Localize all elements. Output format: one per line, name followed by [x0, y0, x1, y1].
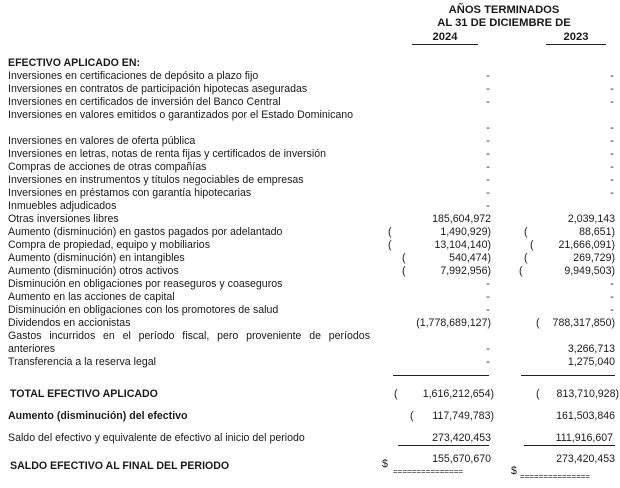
- table-row: [0, 291, 620, 304]
- saldo-final-2024-currency: $: [382, 458, 388, 470]
- table-row: [0, 200, 620, 213]
- value-2024: -: [486, 83, 490, 95]
- subtotal-rule-2024: [393, 375, 489, 376]
- table-row: [0, 148, 620, 161]
- header-title-line1: AÑOS TERMINADOS: [448, 4, 560, 16]
- row-label: Aumento (disminución) en intangibles: [8, 252, 185, 264]
- value-2024: -: [486, 174, 490, 186]
- row-label: Inversiones en certificaciones de depósito a plazo fijo: [8, 70, 259, 82]
- value-2024: -: [486, 291, 490, 303]
- value-2023-paren: (: [530, 239, 534, 251]
- total-aplicado-row: [0, 388, 620, 401]
- table-row: [0, 161, 620, 174]
- total-aplicado-2023-paren: (: [536, 388, 540, 400]
- row-label: Aumento (disminución) otros activos: [8, 265, 179, 277]
- value-2024: -: [486, 187, 490, 199]
- saldo-final-2024-double-rule: ===============: [393, 468, 464, 476]
- value-2024-paren: (: [388, 239, 392, 251]
- table-row: [0, 96, 620, 109]
- value-2024: -: [486, 96, 490, 108]
- value-2024: -: [486, 161, 490, 173]
- value-2024: 13,104,140): [434, 239, 491, 251]
- table-row: [0, 317, 620, 330]
- value-2024-paren: (: [402, 252, 406, 264]
- table-row: [0, 187, 620, 200]
- aumento-efectivo-2024: 117,749,783): [432, 410, 494, 422]
- total-aplicado-2024: 1,616,212,654): [422, 388, 494, 400]
- row-label: Inversiones en contratos de participación hipotecas aseguradas: [8, 83, 308, 95]
- total-aplicado-2023: 813,710,928): [556, 388, 619, 400]
- value-2024: -: [486, 278, 490, 290]
- saldo-final-2023: 273,420,453: [556, 453, 615, 465]
- value-2023-paren: (: [524, 226, 528, 238]
- row-label: Gastos incurridos en el período fiscal, pero proveniente de períodos anteriores: [8, 330, 370, 355]
- row-label: Inversiones en letras, notas de renta fijas y certificados de inversión: [8, 148, 326, 160]
- value-2023: 1,275,040: [567, 356, 615, 368]
- table-row: [0, 226, 620, 239]
- value-2024: -: [486, 343, 490, 355]
- value-2024: -: [486, 122, 490, 134]
- saldo-final-2023-currency: $: [511, 465, 517, 477]
- table-row: [0, 213, 620, 226]
- total-aplicado-2024-paren: (: [394, 388, 398, 400]
- value-2023: -: [610, 291, 614, 303]
- saldo-inicio-rule-2024: [398, 445, 489, 446]
- value-2023: 788,317,850): [552, 317, 615, 329]
- saldo-inicio-2024: 273,420,453: [432, 432, 491, 444]
- value-2023: 88,651): [579, 226, 615, 238]
- aumento-efectivo-2023: 161,503,846: [556, 410, 615, 422]
- saldo-final-label: SALDO EFECTIVO AL FINAL DEL PERIODO: [10, 460, 230, 472]
- value-2023-paren: (: [536, 317, 540, 329]
- value-2024: 7,992,956): [440, 265, 491, 277]
- value-2023: -: [610, 278, 614, 290]
- value-2024-paren: (: [388, 226, 392, 238]
- value-2024: 1,490,929): [440, 226, 491, 238]
- value-2023: -: [610, 161, 614, 173]
- value-2023: -: [610, 96, 614, 108]
- value-2023: 21,666,091): [558, 239, 615, 251]
- aumento-efectivo-row: [0, 410, 620, 423]
- row-label: Aumento en las acciones de capital: [8, 291, 175, 303]
- table-row: [0, 174, 620, 187]
- table-row: [0, 109, 620, 135]
- value-2023: 269,729): [573, 252, 615, 264]
- row-label: Disminución en obligaciones por reaseguros y coaseguros: [8, 278, 283, 290]
- row-label: Compra de propiedad, equipo y mobiliarios: [8, 239, 210, 251]
- value-2023-paren: (: [524, 252, 528, 264]
- value-2024: (1,778,689,127): [416, 317, 491, 329]
- table-row: [0, 356, 620, 369]
- section-title: EFECTIVO APLICADO EN:: [8, 57, 141, 69]
- table-row: [0, 330, 620, 356]
- row-label: Otras inversiones libres: [8, 213, 119, 225]
- table-row: [0, 278, 620, 291]
- value-2024: -: [486, 200, 490, 212]
- value-2023-paren: (: [519, 265, 523, 277]
- header-title-line2: AL 31 DE DICIEMBRE DE: [437, 17, 571, 29]
- year-2023-underline: [546, 44, 606, 45]
- row-label: Inversiones en certificados de inversión del Banco Central: [8, 96, 281, 108]
- value-2024: 540,474): [449, 252, 491, 264]
- value-2023: -: [610, 148, 614, 160]
- value-2023: -: [610, 122, 614, 134]
- saldo-inicio-2023: 111,916,607: [555, 432, 613, 444]
- year-2023-header: 2023: [563, 31, 589, 43]
- saldo-final-2023-double-rule: ===============: [520, 473, 591, 481]
- row-label: Inversiones en valores de oferta pública: [8, 135, 196, 147]
- saldo-inicio-rule-2023: [524, 445, 615, 446]
- year-2024-underline: [412, 44, 478, 45]
- subtotal-rule-2023: [521, 375, 615, 376]
- aumento-efectivo-2024-paren: (: [410, 410, 414, 422]
- value-2024: -: [486, 304, 490, 316]
- value-2023: 2,039,143: [567, 213, 615, 225]
- table-row: [0, 83, 620, 96]
- aumento-efectivo-label: Aumento (disminución) del efectivo: [8, 410, 188, 422]
- row-label: Aumento (disminución) en gastos pagados por adelantado: [8, 226, 283, 238]
- total-aplicado-label: TOTAL EFECTIVO APLICADO: [10, 388, 158, 400]
- row-label: Inversiones en préstamos con garantía hipotecarias: [8, 187, 252, 199]
- row-label: Inversiones en instrumentos y títulos negociables de empresas: [8, 174, 304, 186]
- saldo-inicio-label: Saldo del efectivo y equivalente de efectivo al inicio del periodo: [8, 432, 305, 444]
- value-2024: -: [486, 356, 490, 368]
- value-2023: -: [610, 174, 614, 186]
- saldo-final-2024: 155,670,670: [432, 453, 491, 465]
- row-label: Transferencia a la reserva legal: [8, 356, 156, 368]
- value-2024: -: [486, 135, 490, 147]
- value-2024: -: [486, 70, 490, 82]
- year-2024-header: 2024: [432, 31, 458, 43]
- row-label: Dividendos en accionistas: [8, 317, 131, 329]
- value-2024: -: [486, 148, 490, 160]
- table-row: [0, 135, 620, 148]
- row-label: Inversiones en valores emitidos o garantizados por el Estado Dominicano: [8, 109, 354, 121]
- value-2023: 9,949,503): [564, 265, 615, 277]
- value-2023: -: [610, 304, 614, 316]
- value-2023: -: [610, 70, 614, 82]
- value-2024: 185,604,972: [432, 213, 491, 225]
- value-2024-paren: (: [402, 265, 406, 277]
- row-label: Compras de acciones de otras compañías: [8, 161, 207, 173]
- value-2023: -: [610, 135, 614, 147]
- table-row: [0, 265, 620, 278]
- row-label: Inmuebles adjudicados: [8, 200, 117, 212]
- table-row: [0, 304, 620, 317]
- table-row: [0, 239, 620, 252]
- value-2023: -: [610, 187, 614, 199]
- row-label: Disminución en obligaciones con los promotores de salud: [8, 304, 279, 316]
- value-2023: -: [610, 83, 614, 95]
- section-title-row: [0, 57, 620, 70]
- saldo-inicio-row: [0, 432, 620, 445]
- value-2023: 3,266,713: [567, 343, 615, 355]
- table-row: [0, 70, 620, 83]
- table-row: [0, 252, 620, 265]
